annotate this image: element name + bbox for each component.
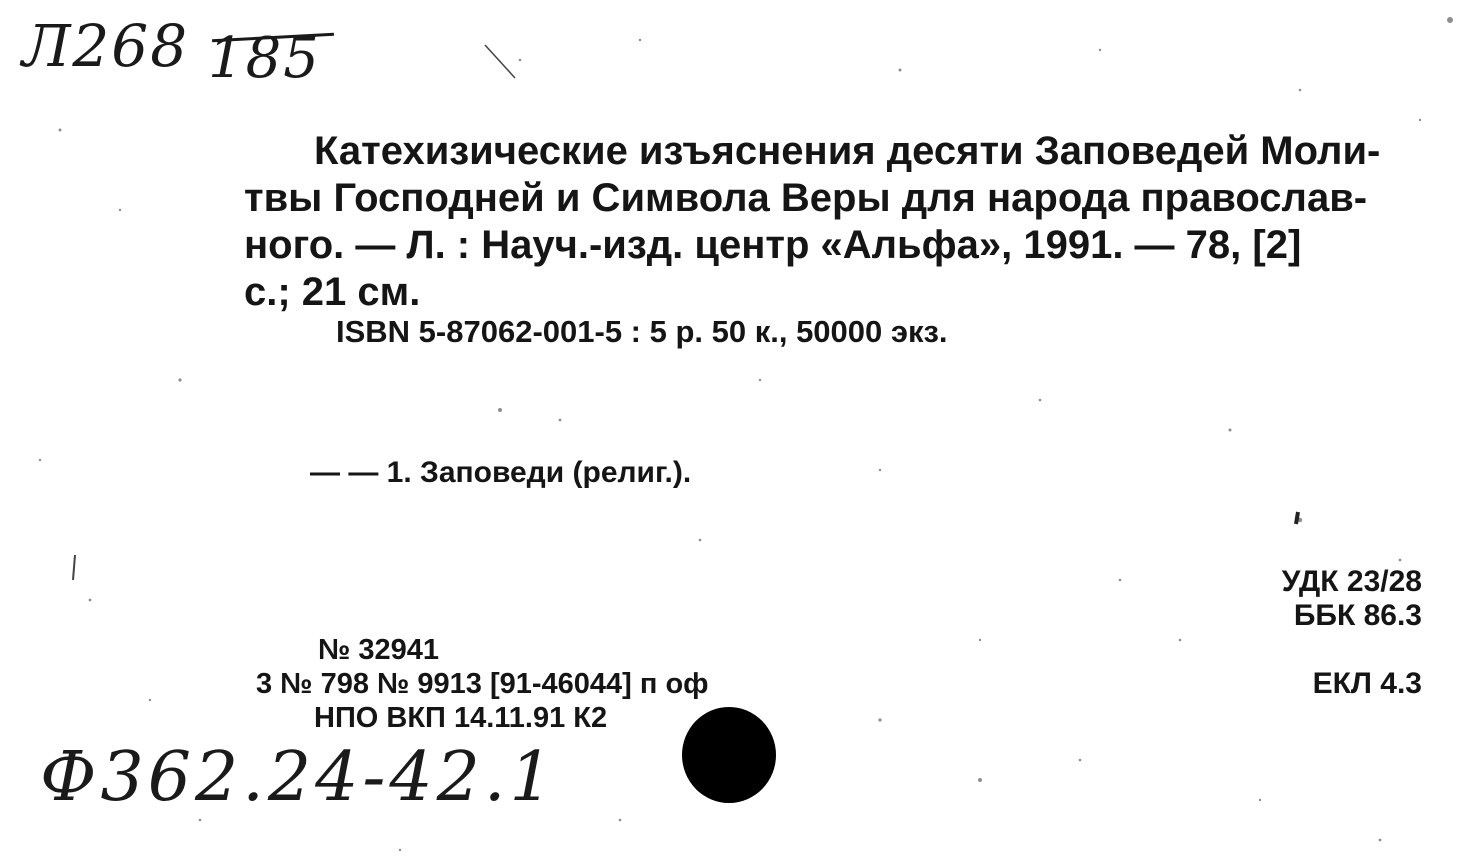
- npo-line: НПО ВКП 14.11.91 К2: [314, 702, 608, 734]
- handwritten-classification: Ф362.24-42.1: [40, 738, 557, 817]
- description-line: твы Господней и Символа Веры для народа православ-: [244, 176, 1368, 220]
- udk-code: УДК 23/28: [1281, 565, 1422, 598]
- description-line: Катехизические изъяснения десяти Заповедей Моли-: [314, 129, 1381, 173]
- bbk-code: ББК 86.3: [1293, 599, 1422, 632]
- print-info: [256, 633, 709, 735]
- card-number: № 32941: [318, 634, 440, 666]
- subject-heading: — — 1. Заповеди (религ.).: [310, 456, 692, 489]
- ekl-code: ЕКЛ 4.3: [1312, 667, 1422, 700]
- punch-hole: [682, 707, 776, 803]
- description-line: с.; 21 см.: [244, 270, 421, 314]
- classification-codes: [1282, 565, 1422, 701]
- order-line: 3 № 798 № 9913 [91-46044] п оф: [256, 668, 709, 700]
- isbn-line: ISBN 5-87062-001-5 : 5 р. 50 к., 50000 экз.: [336, 314, 948, 349]
- handwritten-number: 185: [208, 26, 321, 91]
- bibliographic-description: [244, 128, 1424, 316]
- description-line: ного. — Л. : Науч.-изд. центр «Альфа», 1991. — 78, [2]: [244, 223, 1302, 267]
- handwritten-shelf-mark: Л268: [22, 12, 190, 80]
